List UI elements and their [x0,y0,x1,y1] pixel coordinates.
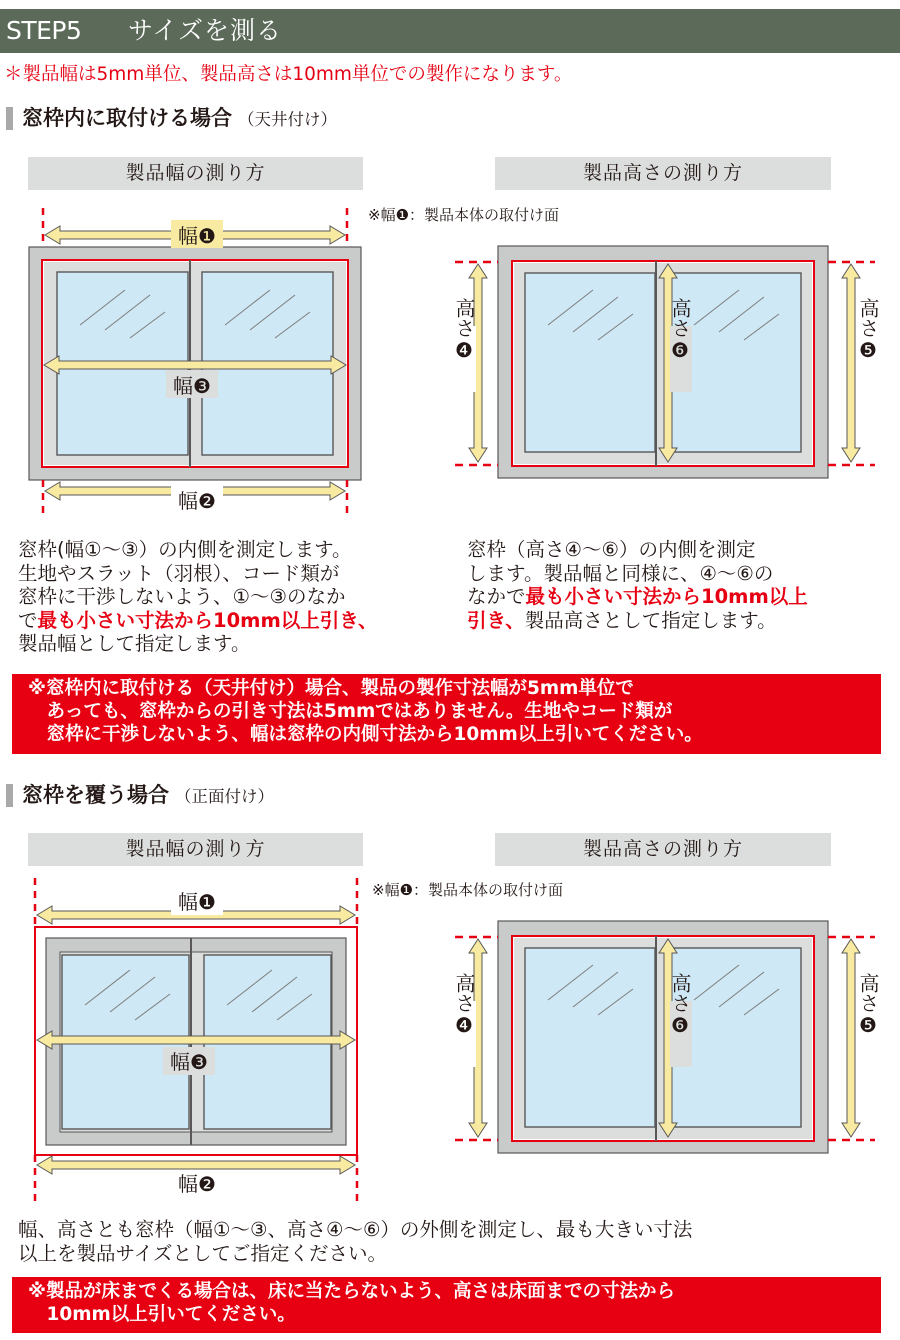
mount-surface-note: ※幅❶：製品本体の取付け面 [368,206,560,224]
highlight-text: 最も小さい寸法から10mm以上 引き、 [467,585,808,632]
step-number: STEP5 [6,16,82,45]
section-heading-inside [22,104,337,134]
height-diagram-outside [430,915,890,1165]
description-text: 窓枠（高さ④〜⑥）の内側を測定 します。製品幅と同様に、④〜⑥の なかで [467,538,774,608]
label-width-1: 幅❶ [178,890,216,914]
width-measure-header: 製品幅の測り方 [28,833,363,866]
width-diagram-outside [0,875,380,1210]
unit-note: ＊製品幅は5mm単位、製品高さは10mm単位での製作になります。 [4,64,573,85]
description-text: 製品高さとして指定します。 [524,608,777,632]
highlight-text: 最も小さい寸法から10mm以上引き、 [37,608,378,632]
label-height-6: 高さ❻ [668,298,692,362]
floor-length-warning: ※製品が床までくる場合は、床に当たらないよう、高さは床面までの寸法から 10mm以上引いてください。 [12,1277,881,1333]
width-diagram-inside [0,200,380,520]
height-measure-header: 製品高さの測り方 [495,833,831,866]
label-width-2: 幅❷ [178,1172,216,1196]
mount-surface-note: ※幅❶：製品本体の取付け面 [372,881,564,899]
width-measure-header: 製品幅の測り方 [28,157,363,190]
label-width-1: 幅❶ [178,224,216,248]
height-measure-header: 製品高さの測り方 [495,157,831,190]
glass-pane-left [525,948,655,1127]
label-height-4: 高さ❹ [452,973,476,1037]
label-height-4: 高さ❹ [452,298,476,362]
step-title: サイズを測る [128,16,283,45]
section-heading-sub: （正面付け） [175,787,274,806]
label-width-2: 幅❷ [178,489,216,513]
description-text: 窓枠(幅①〜③）の内側を測定します。 生地やスラット（羽根）、コード類が 窓枠に干渉しないよう、①〜③のなか で [18,538,352,632]
arrow-height-5 [842,264,860,462]
outside-mount-description: 幅、高さとも窓枠（幅①〜③、高さ④〜⑥）の外側を測定し、最も大きい寸法 以上を製品サイズとしてご指定ください。 [18,1218,693,1265]
glass-pane-left [525,273,655,452]
description-text: 製品幅として指定します。 [18,632,251,655]
section-marker [6,784,13,807]
step-title-bar [0,9,900,53]
section-heading-sub: （天井付け） [238,110,337,129]
label-height-5: 高さ❺ [856,298,880,362]
height-measure-description [467,538,808,632]
label-width-3: 幅❸ [173,374,211,398]
arrow-height-5 [842,939,860,1137]
label-height-6: 高さ❻ [668,973,692,1037]
width-measure-description [18,538,378,656]
section-heading-text: 窓枠を覆う場合 [22,783,169,807]
section-heading-outside [22,781,274,811]
section-heading-text: 窓枠内に取付ける場合 [22,106,232,130]
section-marker [6,107,13,130]
height-diagram-inside [430,240,890,490]
inside-mount-warning: ※窓枠内に取付ける（天井付け）場合、製品の製作寸法幅が5mm単位で あっても、窓枠からの引き寸法は5mmではありません。生地やコード類が 窓枠に干渉しないよう、幅は窓枠の内側寸法から10mm以上引いてください。 [12,674,881,754]
label-width-3: 幅❸ [170,1050,208,1074]
label-height-5: 高さ❺ [856,973,880,1037]
